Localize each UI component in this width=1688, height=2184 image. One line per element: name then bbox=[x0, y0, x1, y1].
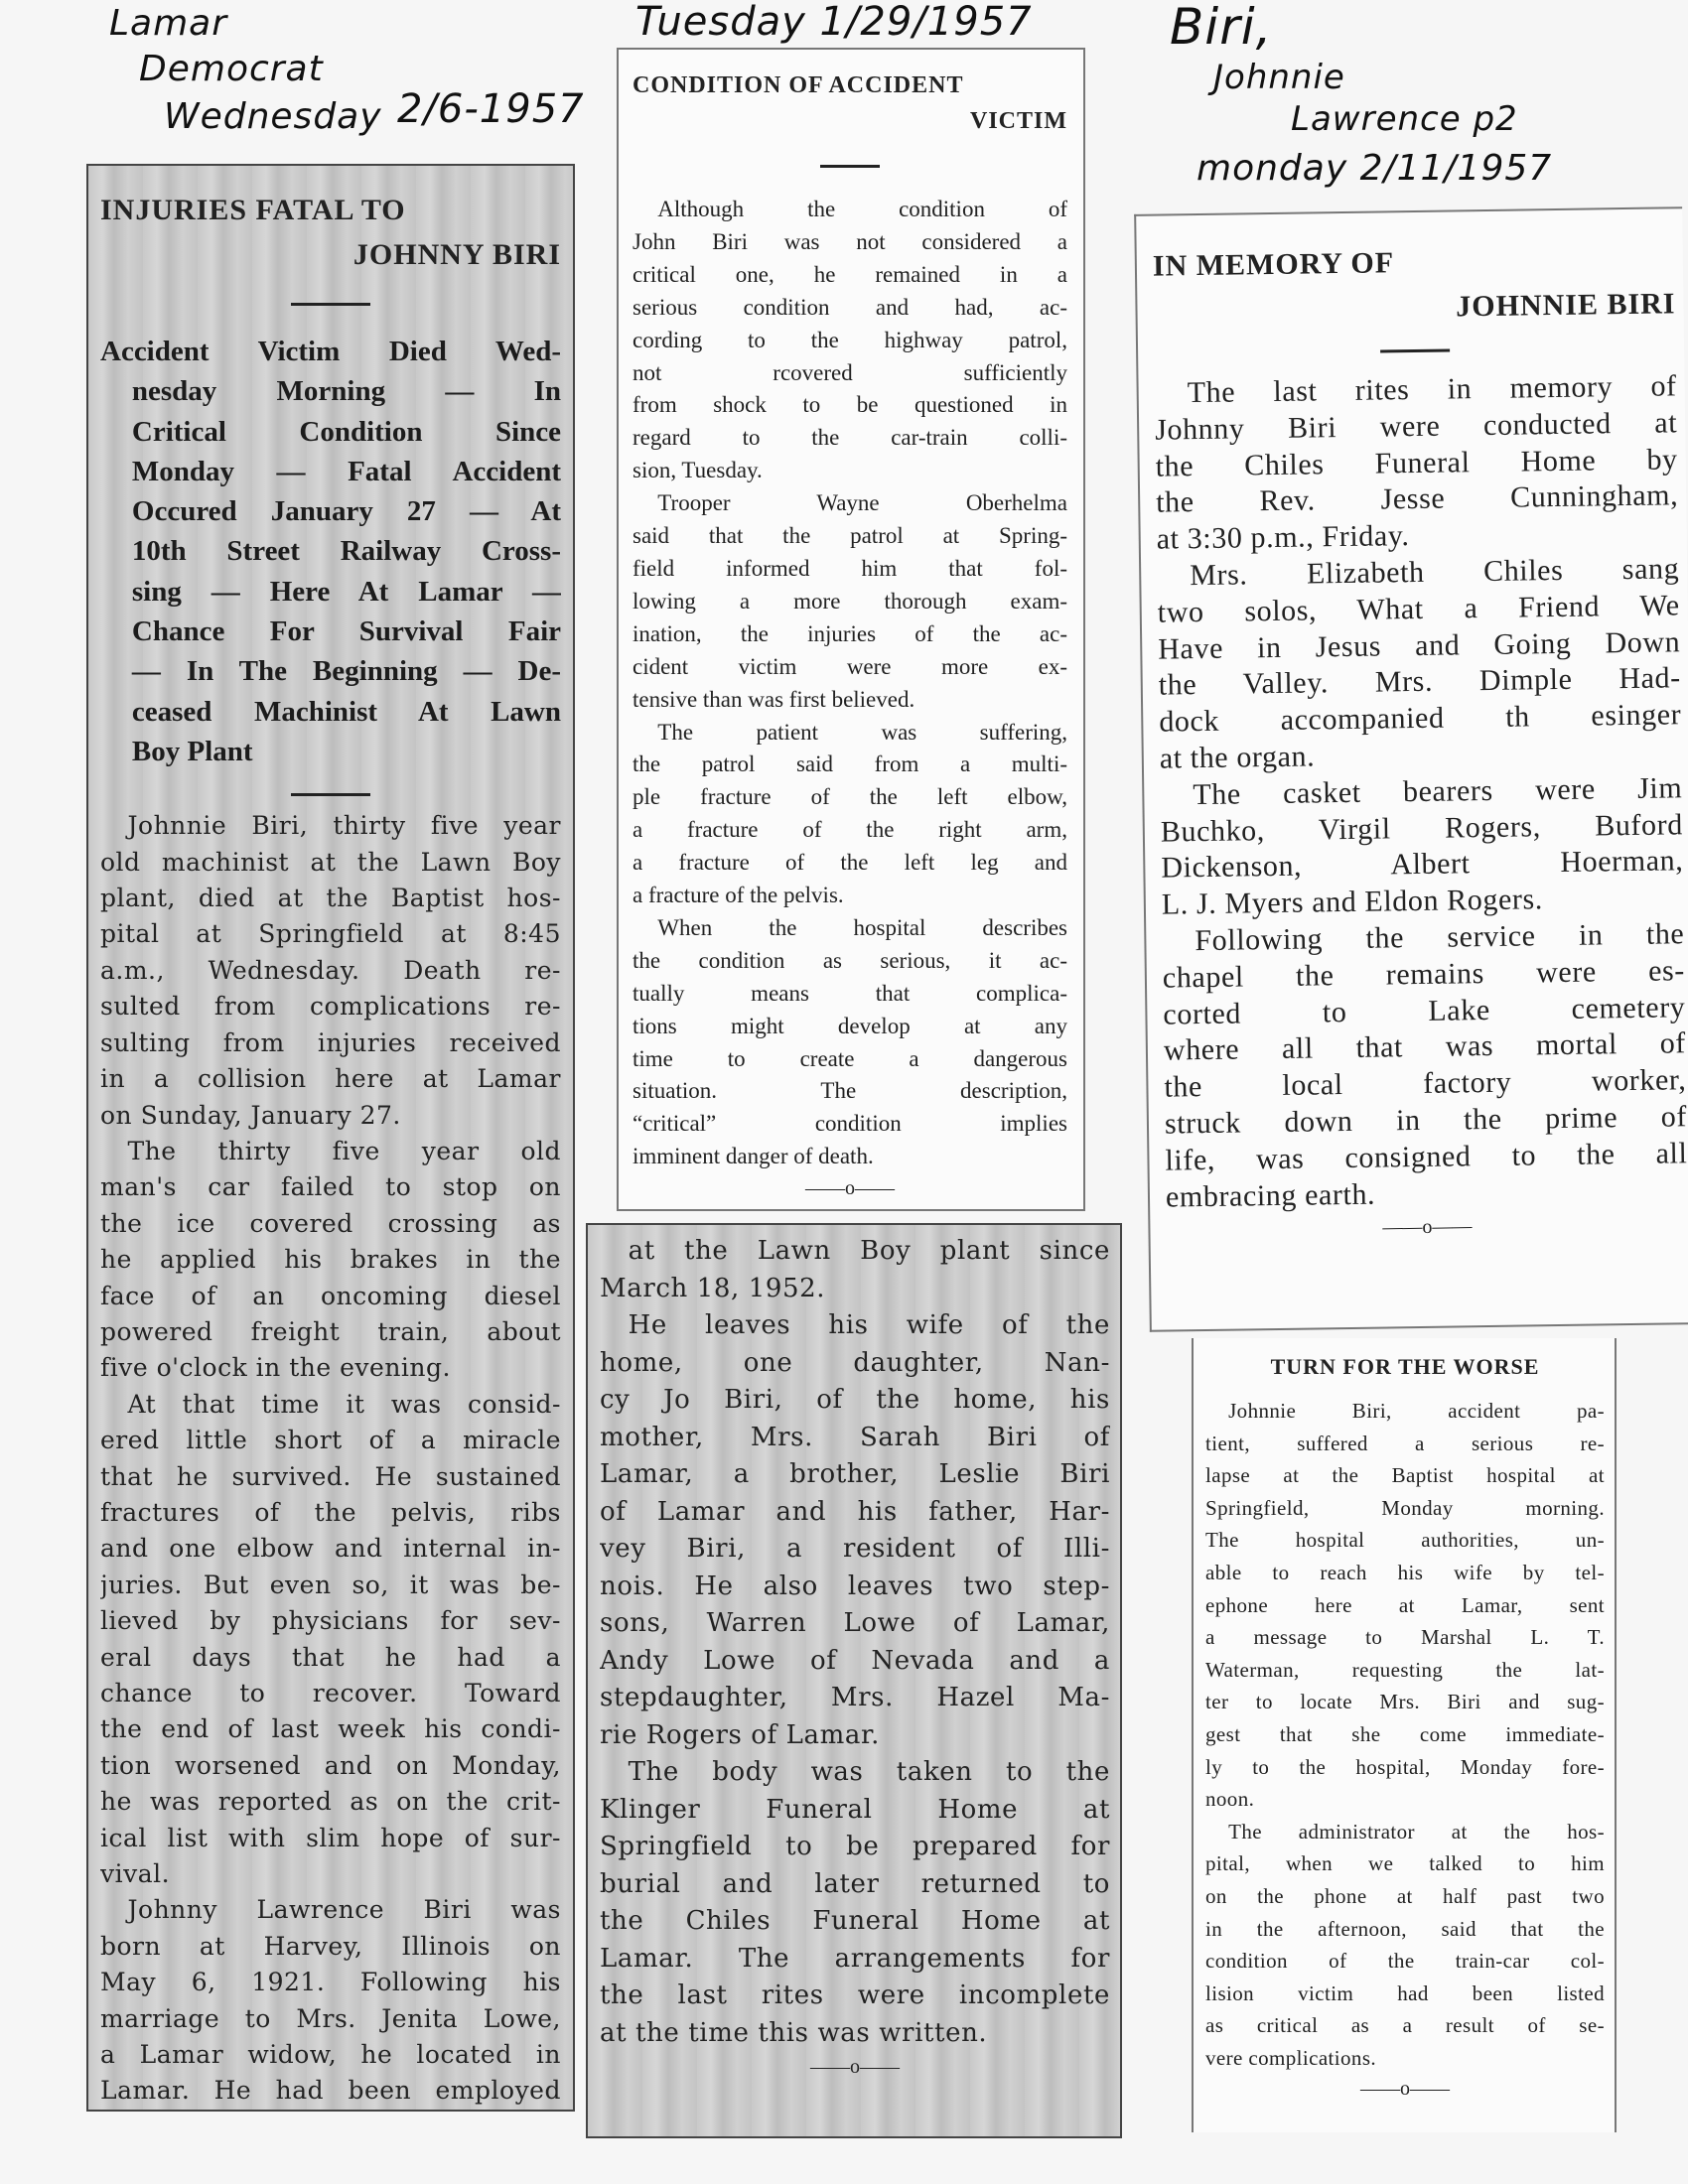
text-line: Although the condition of bbox=[657, 197, 1067, 221]
headline: CONDITION OF ACCIDENT bbox=[633, 72, 964, 98]
headline: TURN FOR THE WORSE bbox=[1270, 1354, 1540, 1379]
text-line: tion worsened and on Monday, bbox=[100, 1750, 561, 1780]
text-line: ple fracture of the left elbow, bbox=[633, 784, 1067, 810]
text-line: eral days that he had a bbox=[100, 1642, 561, 1672]
text-line: a.m., Wednesday. Death re- bbox=[100, 955, 561, 985]
text-line: The administrator at the hos- bbox=[1228, 1819, 1605, 1843]
text-line: chapel the remains were es- bbox=[1162, 953, 1686, 995]
paragraph bbox=[100, 1892, 561, 2109]
text-line: The casket bearers were Jim bbox=[1193, 771, 1683, 811]
text-line: and one elbow and internal in- bbox=[100, 1534, 561, 1564]
text-line: Johnny Biri were conducted at bbox=[1154, 406, 1678, 447]
paragraph bbox=[600, 1233, 1110, 1307]
text-line: at the Lawn Boy plant since bbox=[628, 1236, 1110, 1266]
headline: VICTIM bbox=[969, 108, 1067, 134]
handwritten-note: Democrat bbox=[139, 49, 324, 89]
text-line: Springfield to be prepared for bbox=[600, 1832, 1110, 1861]
text-line: where all that was mortal of bbox=[1163, 1026, 1687, 1067]
text-line: chance to recover. Toward bbox=[100, 1679, 561, 1708]
handwritten-note: Biri, bbox=[1170, 0, 1273, 56]
text-line: Klinger Funeral Home at bbox=[600, 1794, 1110, 1825]
handwritten-note: 2/6-1957 bbox=[397, 86, 585, 132]
article-body bbox=[100, 808, 561, 2110]
text-line: Have in Jesus and Going Down bbox=[1158, 624, 1681, 666]
text-line: at the time this was written. bbox=[600, 2017, 988, 2048]
subheadline-line: sing — Here At Lamar — bbox=[131, 575, 561, 608]
text-line: life, was consigned to the all bbox=[1165, 1136, 1688, 1177]
text-line: the ice covered crossing as bbox=[100, 1208, 561, 1238]
article-body bbox=[633, 194, 1067, 1173]
headline: JOHNNY BIRI bbox=[352, 238, 561, 271]
text-line: tions might develop at any bbox=[633, 1013, 1067, 1038]
text-line: He leaves his wife of the bbox=[628, 1310, 1110, 1340]
text-line: vey Biri, a resident of Illi- bbox=[600, 1534, 1110, 1564]
handwritten-note: Johnnie bbox=[1213, 58, 1345, 97]
text-line: at 3:30 p.m., Friday. bbox=[1156, 519, 1410, 556]
text-line: lowing a more thorough exam- bbox=[633, 588, 1067, 614]
text-line: situation. The description, bbox=[633, 1078, 1067, 1104]
text-line: gest that she come immediate- bbox=[1205, 1721, 1605, 1746]
headline: JOHNNIE BIRI bbox=[1456, 287, 1676, 324]
paragraph bbox=[1160, 770, 1684, 924]
text-line: imminent danger of death. bbox=[633, 1144, 874, 1169]
text-line: regard to the car-train colli- bbox=[633, 425, 1067, 451]
text-line: The last rites in memory of bbox=[1187, 369, 1677, 410]
paragraph bbox=[600, 1754, 1110, 2052]
text-line: not rcovered sufficiently bbox=[633, 359, 1067, 385]
paragraph bbox=[1157, 551, 1682, 777]
clipping-condition-of-accident-victim bbox=[617, 48, 1085, 1211]
subheadline-line: Critical Condition Since bbox=[131, 415, 561, 448]
text-line: a fracture of the right arm, bbox=[633, 817, 1067, 843]
end-mark: ——o—— bbox=[1382, 1215, 1473, 1239]
text-line: Following the service in the bbox=[1195, 917, 1685, 958]
subheadline-line: Occured January 27 — At bbox=[131, 495, 561, 528]
text-line: pital, when we talked to him bbox=[1205, 1851, 1605, 1876]
text-line: Waterman, requesting the lat- bbox=[1205, 1657, 1605, 1682]
text-line: on the phone at half past two bbox=[1205, 1883, 1605, 1908]
text-line: vere complications. bbox=[1205, 2045, 1377, 2070]
text-line: May 6, 1921. Following his bbox=[100, 1968, 561, 1997]
text-line: corted to Lake cemetery bbox=[1163, 990, 1686, 1031]
subheadline-line: Boy Plant bbox=[131, 735, 253, 767]
text-line: said that the patrol at Spring- bbox=[633, 523, 1067, 549]
end-mark: ——o—— bbox=[805, 1177, 895, 1200]
text-line: sons, Warren Lowe of Lamar, bbox=[600, 1608, 1110, 1638]
text-line: vival. bbox=[100, 1859, 171, 1889]
text-line: L. J. Myers and Eldon Rogers. bbox=[1161, 883, 1544, 921]
text-line: the local factory worker, bbox=[1164, 1063, 1687, 1104]
text-line: the Rev. Jesse Cunningham, bbox=[1155, 478, 1679, 520]
clipping-turn-for-the-worse bbox=[1192, 1338, 1617, 2132]
text-line: Mrs. Elizabeth Chiles sang bbox=[1190, 552, 1680, 593]
text-line: critical one, he remained in a bbox=[633, 261, 1067, 287]
text-line: noon. bbox=[1205, 1787, 1255, 1812]
text-line: field informed him that fol- bbox=[633, 555, 1067, 581]
text-line: embracing earth. bbox=[1165, 1177, 1376, 1214]
text-line: in the afternoon, said that the bbox=[1205, 1916, 1605, 1941]
text-line: ephone here at Lamar, sent bbox=[1205, 1592, 1605, 1617]
text-line: the Chiles Funeral Home at bbox=[600, 1906, 1110, 1936]
text-line: At that time it was consid- bbox=[127, 1389, 561, 1419]
text-line: a fracture of the left leg and bbox=[633, 850, 1067, 876]
text-line: The body was taken to the bbox=[628, 1757, 1110, 1787]
subheadline-line: Monday — Fatal Accident bbox=[131, 455, 561, 487]
text-line: cording to the highway patrol, bbox=[633, 327, 1067, 352]
subheadline-line: ceased Machinist At Lawn bbox=[131, 695, 561, 728]
paragraph bbox=[633, 717, 1067, 912]
text-line: a message to Marshal L. T. bbox=[1205, 1625, 1605, 1650]
handwritten-note: monday 2/11/1957 bbox=[1196, 148, 1553, 189]
text-line: tensive than was first believed. bbox=[633, 686, 915, 712]
divider bbox=[1380, 348, 1450, 352]
text-line: he was reported as on the crit- bbox=[100, 1787, 561, 1817]
text-line: ter to locate Mrs. Biri and sug- bbox=[1205, 1690, 1605, 1714]
text-line: The thirty five year old bbox=[127, 1136, 561, 1165]
text-line: a fracture of the pelvis. bbox=[633, 883, 844, 908]
text-line: the patrol said from a multi- bbox=[633, 751, 1067, 777]
text-line: Johnny Lawrence Biri was bbox=[127, 1895, 561, 1925]
paragraph bbox=[600, 1307, 1110, 1754]
text-line: born at Harvey, Illinois on bbox=[100, 1931, 561, 1961]
text-line: The patient was suffering, bbox=[657, 719, 1067, 745]
text-line: the condition as serious, it ac- bbox=[633, 947, 1067, 973]
text-line: man's car failed to stop on bbox=[100, 1172, 561, 1202]
text-line: plant, died at the Baptist hos- bbox=[100, 884, 561, 913]
paragraph bbox=[1154, 368, 1679, 558]
text-line: “critical” condition implies bbox=[633, 1111, 1067, 1137]
article-body bbox=[1154, 368, 1688, 1216]
divider bbox=[820, 165, 880, 168]
text-line: burial and later returned to bbox=[600, 1868, 1110, 1899]
text-line: he applied his brakes in the bbox=[100, 1245, 561, 1275]
text-line: in a collision here at Lamar bbox=[100, 1064, 561, 1094]
text-line: dock accompanied th esinger bbox=[1159, 698, 1682, 739]
subheadline-line: 10th Street Railway Cross- bbox=[131, 535, 561, 568]
article-body bbox=[600, 1233, 1110, 2052]
text-line: lision victim had been listed bbox=[1205, 1980, 1605, 2005]
text-line: John Biri was not considered a bbox=[633, 228, 1067, 254]
handwritten-note: Tuesday 1/29/1957 bbox=[635, 0, 1033, 45]
text-line: Dickenson, Albert Hoerman, bbox=[1161, 844, 1684, 885]
text-line: Trooper Wayne Oberhelma bbox=[657, 490, 1067, 516]
paragraph bbox=[100, 808, 561, 1134]
text-line: on Sunday, January 27. bbox=[100, 1100, 401, 1130]
text-line: from shock to be questioned in bbox=[633, 392, 1067, 418]
text-line: powered freight train, about bbox=[100, 1316, 561, 1346]
text-line: two solos, What a Friend We bbox=[1157, 589, 1680, 629]
text-line: home, one daughter, Nan- bbox=[600, 1347, 1110, 1378]
text-line: Johnnie Biri, accident pa- bbox=[1228, 1399, 1605, 1423]
text-line: struck down in the prime of bbox=[1164, 1100, 1688, 1141]
subheadline bbox=[100, 332, 561, 771]
handwritten-note: Wednesday bbox=[164, 96, 382, 137]
text-line: that he survived. He sustained bbox=[100, 1461, 561, 1491]
clipping-continuation bbox=[586, 1223, 1122, 2138]
handwritten-note: Lawrence p2 bbox=[1291, 99, 1518, 139]
headline: IN MEMORY OF bbox=[1152, 246, 1395, 283]
text-line: Johnnie Biri, thirty five year bbox=[127, 811, 561, 841]
paragraph bbox=[100, 1134, 561, 1387]
text-line: ination, the injuries of the ac- bbox=[633, 620, 1067, 646]
text-line: sulting from injuries received bbox=[100, 1027, 561, 1057]
text-line: the Chiles Funeral Home by bbox=[1155, 442, 1678, 483]
paragraph bbox=[633, 194, 1067, 487]
text-line: as critical as a result of se- bbox=[1205, 2013, 1605, 2038]
divider bbox=[291, 303, 370, 306]
text-line: juries. But even so, it was be- bbox=[100, 1570, 561, 1599]
text-line: rie Rogers of Lamar. bbox=[600, 1719, 880, 1750]
text-line: March 18, 1952. bbox=[600, 1273, 826, 1303]
text-line: mother, Mrs. Sarah Biri of bbox=[600, 1422, 1110, 1452]
text-line: ered little short of a miracle bbox=[100, 1426, 561, 1455]
text-line: nois. He also leaves two step- bbox=[600, 1570, 1110, 1601]
text-line: cy Jo Biri, of the home, his bbox=[600, 1385, 1110, 1415]
text-line: serious condition and had, ac- bbox=[633, 294, 1067, 320]
subheadline-line: Chance For Survival Fair bbox=[131, 615, 561, 648]
article-body bbox=[1205, 1395, 1605, 2074]
text-line: at the organ. bbox=[1159, 740, 1316, 775]
text-line: sion, Tuesday. bbox=[633, 458, 763, 483]
text-line: Lamar. He had been employed bbox=[100, 2076, 561, 2106]
text-line: time to create a dangerous bbox=[633, 1045, 1067, 1071]
end-mark: ——o—— bbox=[1360, 2078, 1450, 2101]
handwritten-note: Lamar bbox=[109, 3, 228, 44]
text-line: stepdaughter, Mrs. Hazel Ma- bbox=[600, 1683, 1110, 1712]
subheadline-line: — In The Beginning — De- bbox=[131, 655, 561, 688]
subheadline-line: nesday Morning — In bbox=[131, 375, 561, 408]
text-line: Andy Lowe of Nevada and a bbox=[600, 1645, 1110, 1676]
headline: INJURIES FATAL TO bbox=[100, 194, 406, 226]
subheadline-line: Accident Victim Died Wed- bbox=[100, 336, 561, 367]
text-line: of Lamar and his father, Har- bbox=[600, 1496, 1110, 1527]
text-line: condition of the train-car col- bbox=[1205, 1949, 1605, 1974]
paragraph bbox=[1205, 1816, 1605, 2075]
text-line: The hospital authorities, un- bbox=[1205, 1528, 1605, 1553]
text-line: a Lamar widow, he located in bbox=[100, 2040, 561, 2070]
text-line: the Valley. Mrs. Dimple Had- bbox=[1158, 661, 1681, 702]
text-line: old machinist at the Lawn Boy bbox=[100, 847, 561, 877]
text-line: cident victim were more ex- bbox=[633, 653, 1067, 679]
text-line: When the hospital describes bbox=[657, 914, 1067, 940]
text-line: pital at Springfield at 8:45 bbox=[100, 919, 561, 949]
text-line: sulted from complications re- bbox=[100, 992, 561, 1022]
text-line: ical list with slim hope of sur- bbox=[100, 1823, 561, 1852]
text-line: Lamar. The arrangements for bbox=[600, 1943, 1110, 1974]
text-line: marriage to Mrs. Jenita Lowe, bbox=[100, 2003, 561, 2033]
text-line: the end of last week his condi- bbox=[100, 1714, 561, 1744]
paragraph bbox=[633, 487, 1067, 716]
text-line: Springfield, Monday morning. bbox=[1205, 1495, 1605, 1520]
text-line: lieved by physicians for sev- bbox=[100, 1606, 561, 1636]
text-line: ly to the hospital, Monday fore- bbox=[1205, 1754, 1605, 1779]
text-line: tient, suffered a serious re- bbox=[1205, 1431, 1605, 1455]
text-line: Buchko, Virgil Rogers, Buford bbox=[1160, 807, 1684, 849]
divider bbox=[291, 793, 370, 796]
clipping-injuries-fatal bbox=[86, 164, 575, 2112]
text-line: tually means that complica- bbox=[633, 980, 1067, 1006]
text-line: five o'clock in the evening. bbox=[100, 1353, 451, 1383]
paragraph bbox=[1205, 1395, 1605, 1816]
text-line: fractures of the pelvis, ribs bbox=[100, 1497, 561, 1527]
paragraph bbox=[100, 1387, 561, 1893]
paragraph bbox=[1162, 916, 1688, 1216]
text-line: the last rites were incomplete bbox=[600, 1980, 1110, 2010]
text-line: able to reach his wife by tel- bbox=[1205, 1560, 1605, 1584]
end-mark: ——o—— bbox=[810, 2056, 900, 2078]
text-line: Lamar, a brother, Leslie Biri bbox=[600, 1459, 1110, 1489]
text-line: face of an oncoming diesel bbox=[100, 1281, 561, 1310]
clipping-in-memory bbox=[1134, 206, 1688, 1332]
paragraph bbox=[633, 912, 1067, 1173]
text-line: lapse at the Baptist hospital at bbox=[1205, 1463, 1605, 1488]
